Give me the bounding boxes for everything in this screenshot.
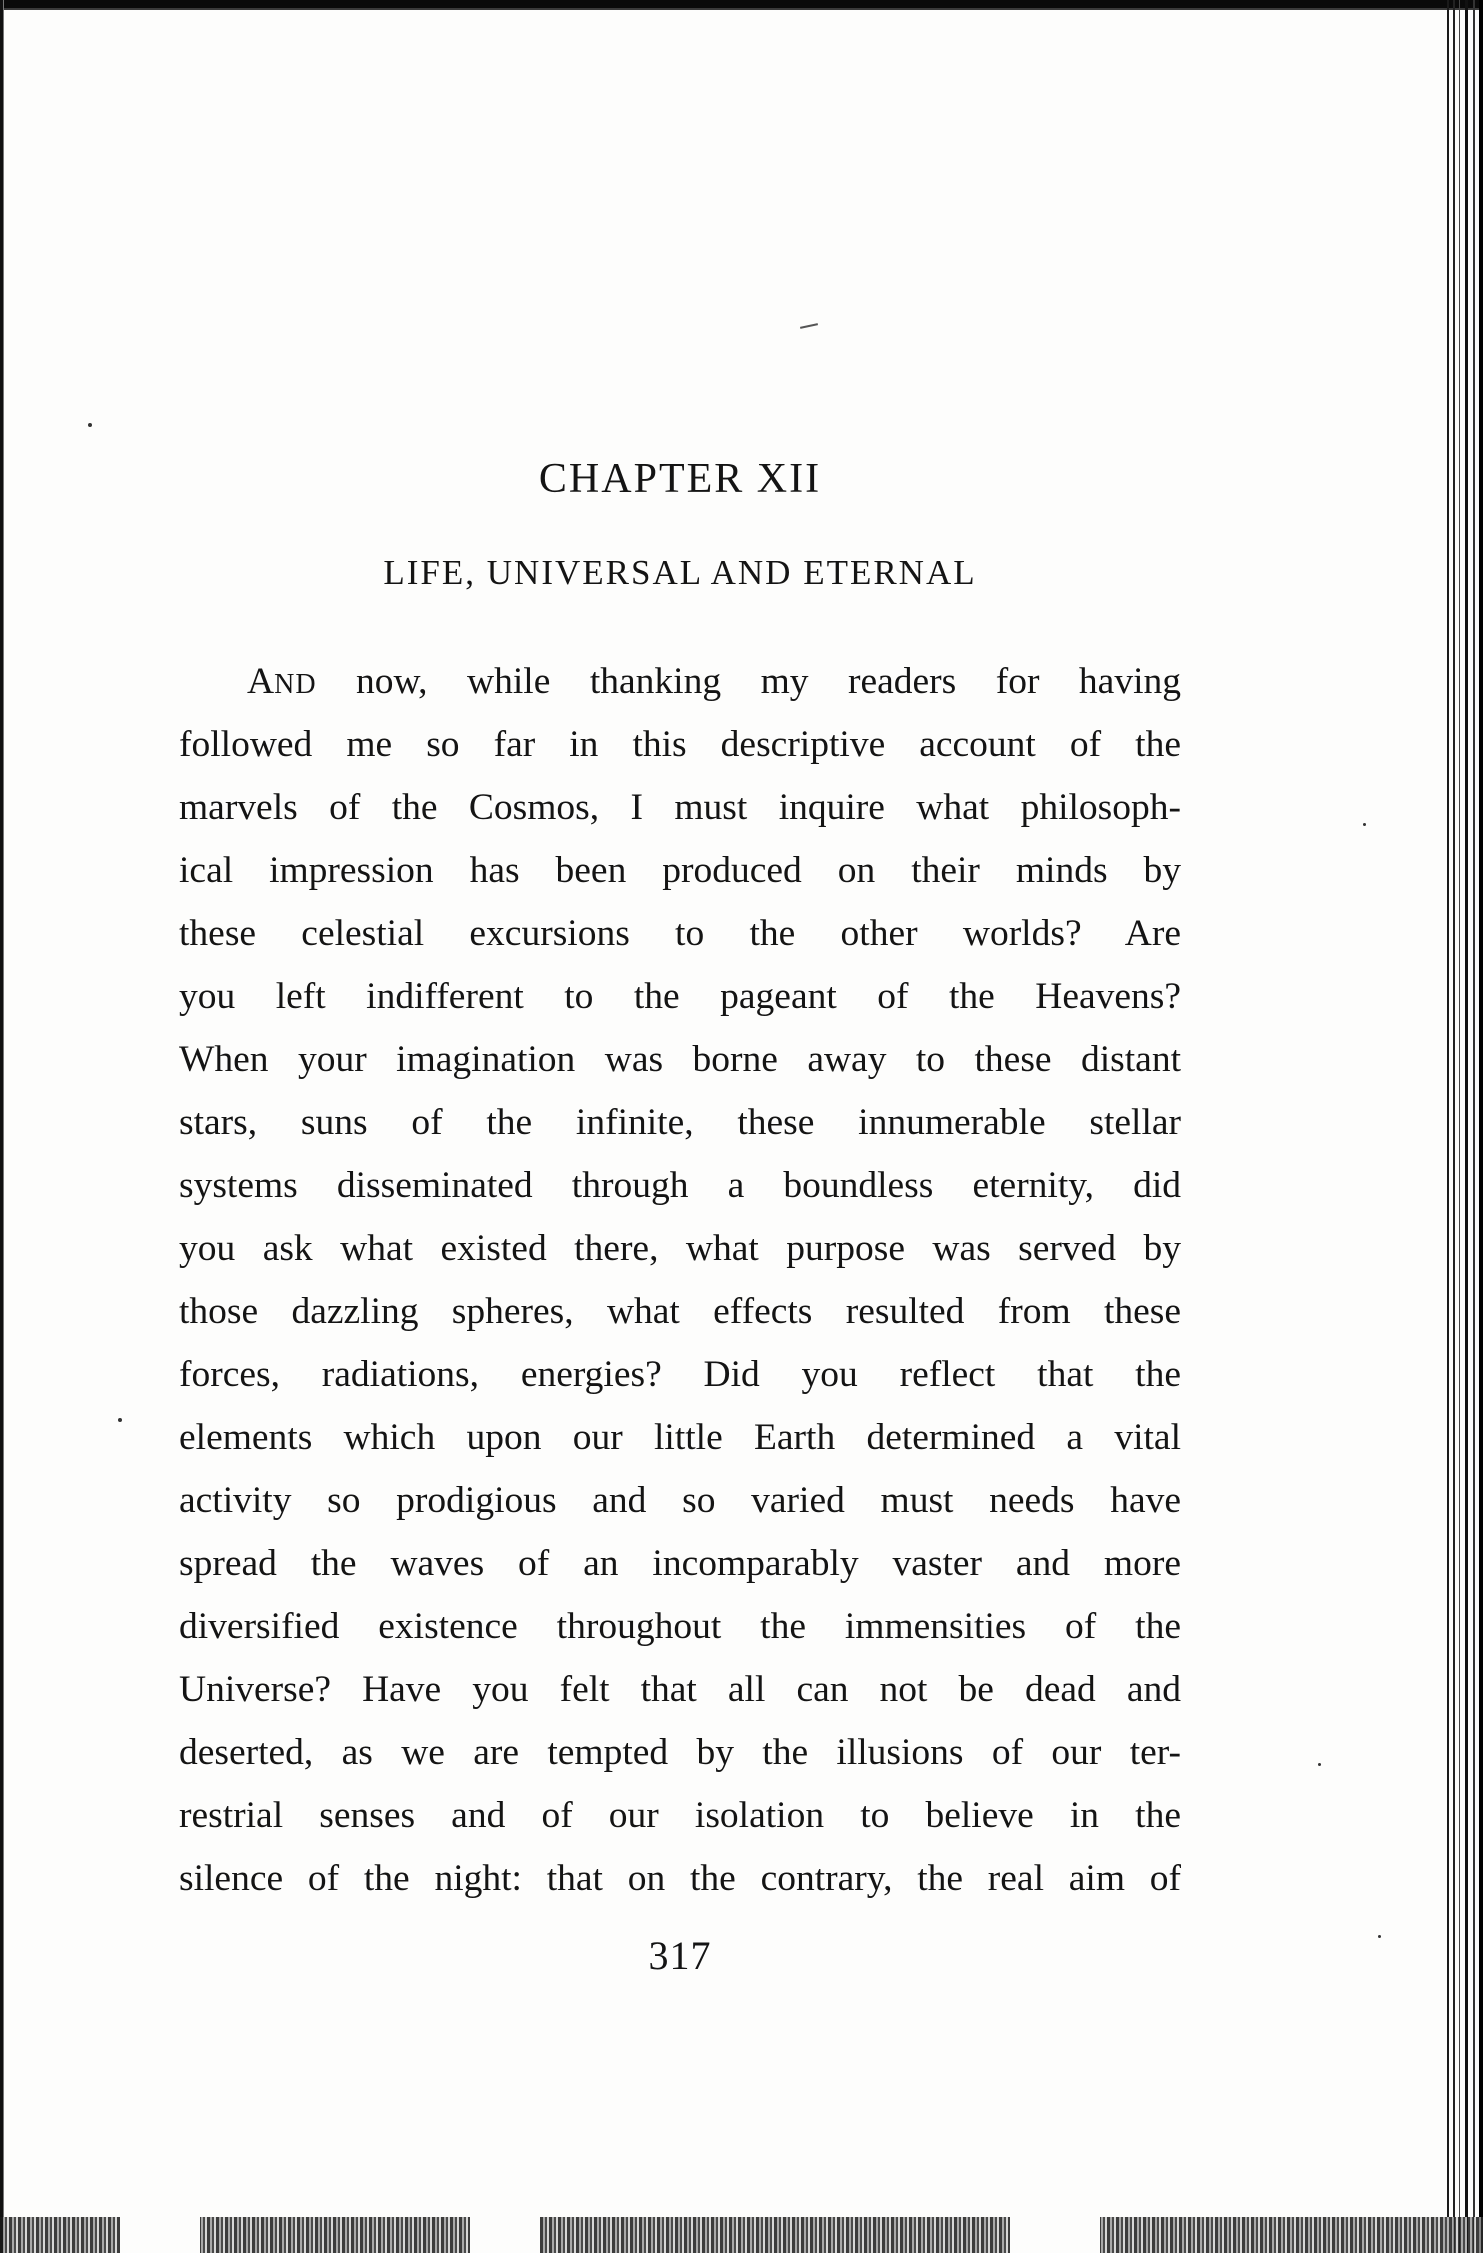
- scan-speck: [1378, 1935, 1381, 1938]
- text-line: those dazzling spheres, what effects resulted from these: [179, 1291, 1181, 1332]
- scan-mark: [800, 323, 818, 329]
- scan-speck: [88, 423, 92, 427]
- scan-top-edge: [0, 0, 1483, 14]
- scan-speck: [1363, 823, 1366, 826]
- chapter-title: CHAPTER XII: [538, 456, 822, 502]
- chapter-subtitle: LIFE, UNIVERSAL AND ETERNAL: [383, 553, 977, 592]
- scan-right-edge: [1437, 0, 1483, 2253]
- text-line: diversified existence throughout the immensities of the: [179, 1606, 1181, 1647]
- text-line: restrial senses and of our isolation to believe in the: [179, 1795, 1181, 1836]
- text-line: systems disseminated through a boundless eternity, did: [179, 1165, 1181, 1206]
- opening-small-caps: ND: [274, 669, 317, 700]
- opening-initial: A: [247, 661, 275, 702]
- text-line: When your imagination was borne away to these distant: [179, 1039, 1181, 1080]
- text-line: you left indifferent to the pageant of the Heavens?: [179, 976, 1181, 1017]
- text-line: Universe? Have you felt that all can not be dead and: [179, 1669, 1181, 1710]
- page-number: 317: [648, 1933, 712, 1978]
- text-line: forces, radiations, energies? Did you reflect that the: [179, 1354, 1181, 1395]
- text-line: activity so prodigious and so varied must needs have: [179, 1480, 1181, 1521]
- text-line: marvels of the Cosmos, I must inquire what philosoph-: [179, 787, 1181, 828]
- body-paragraph: [179, 650, 1181, 1910]
- scan-bottom-edge: [0, 2217, 1483, 2253]
- text-line: silence of the night: that on the contrary, the real aim of: [179, 1858, 1181, 1899]
- text-line: followed me so far in this descriptive account of the: [179, 724, 1181, 765]
- scan-speck: [118, 1418, 122, 1422]
- text-line: stars, suns of the infinite, these innumerable stellar: [179, 1102, 1181, 1143]
- text-line: ical impression has been produced on their minds by: [179, 850, 1181, 891]
- scan-bottom-gap: [1010, 2217, 1100, 2253]
- scan-bottom-gap: [470, 2217, 540, 2253]
- scan-speck: [1318, 1763, 1321, 1766]
- text-line: spread the waves of an incomparably vaster and more: [179, 1543, 1181, 1584]
- text-line: you ask what existed there, what purpose was served by: [179, 1228, 1181, 1269]
- first-line-text: now, while thanking my readers for having: [316, 661, 1181, 702]
- text-line: these celestial excursions to the other worlds? Are: [179, 913, 1181, 954]
- scan-bottom-gap: [120, 2217, 200, 2253]
- text-line: [179, 650, 1181, 713]
- text-line: elements which upon our little Earth determined a vital: [179, 1417, 1181, 1458]
- text-line: deserted, as we are tempted by the illusions of our ter-: [179, 1732, 1181, 1773]
- scan-left-edge: [0, 0, 8, 2253]
